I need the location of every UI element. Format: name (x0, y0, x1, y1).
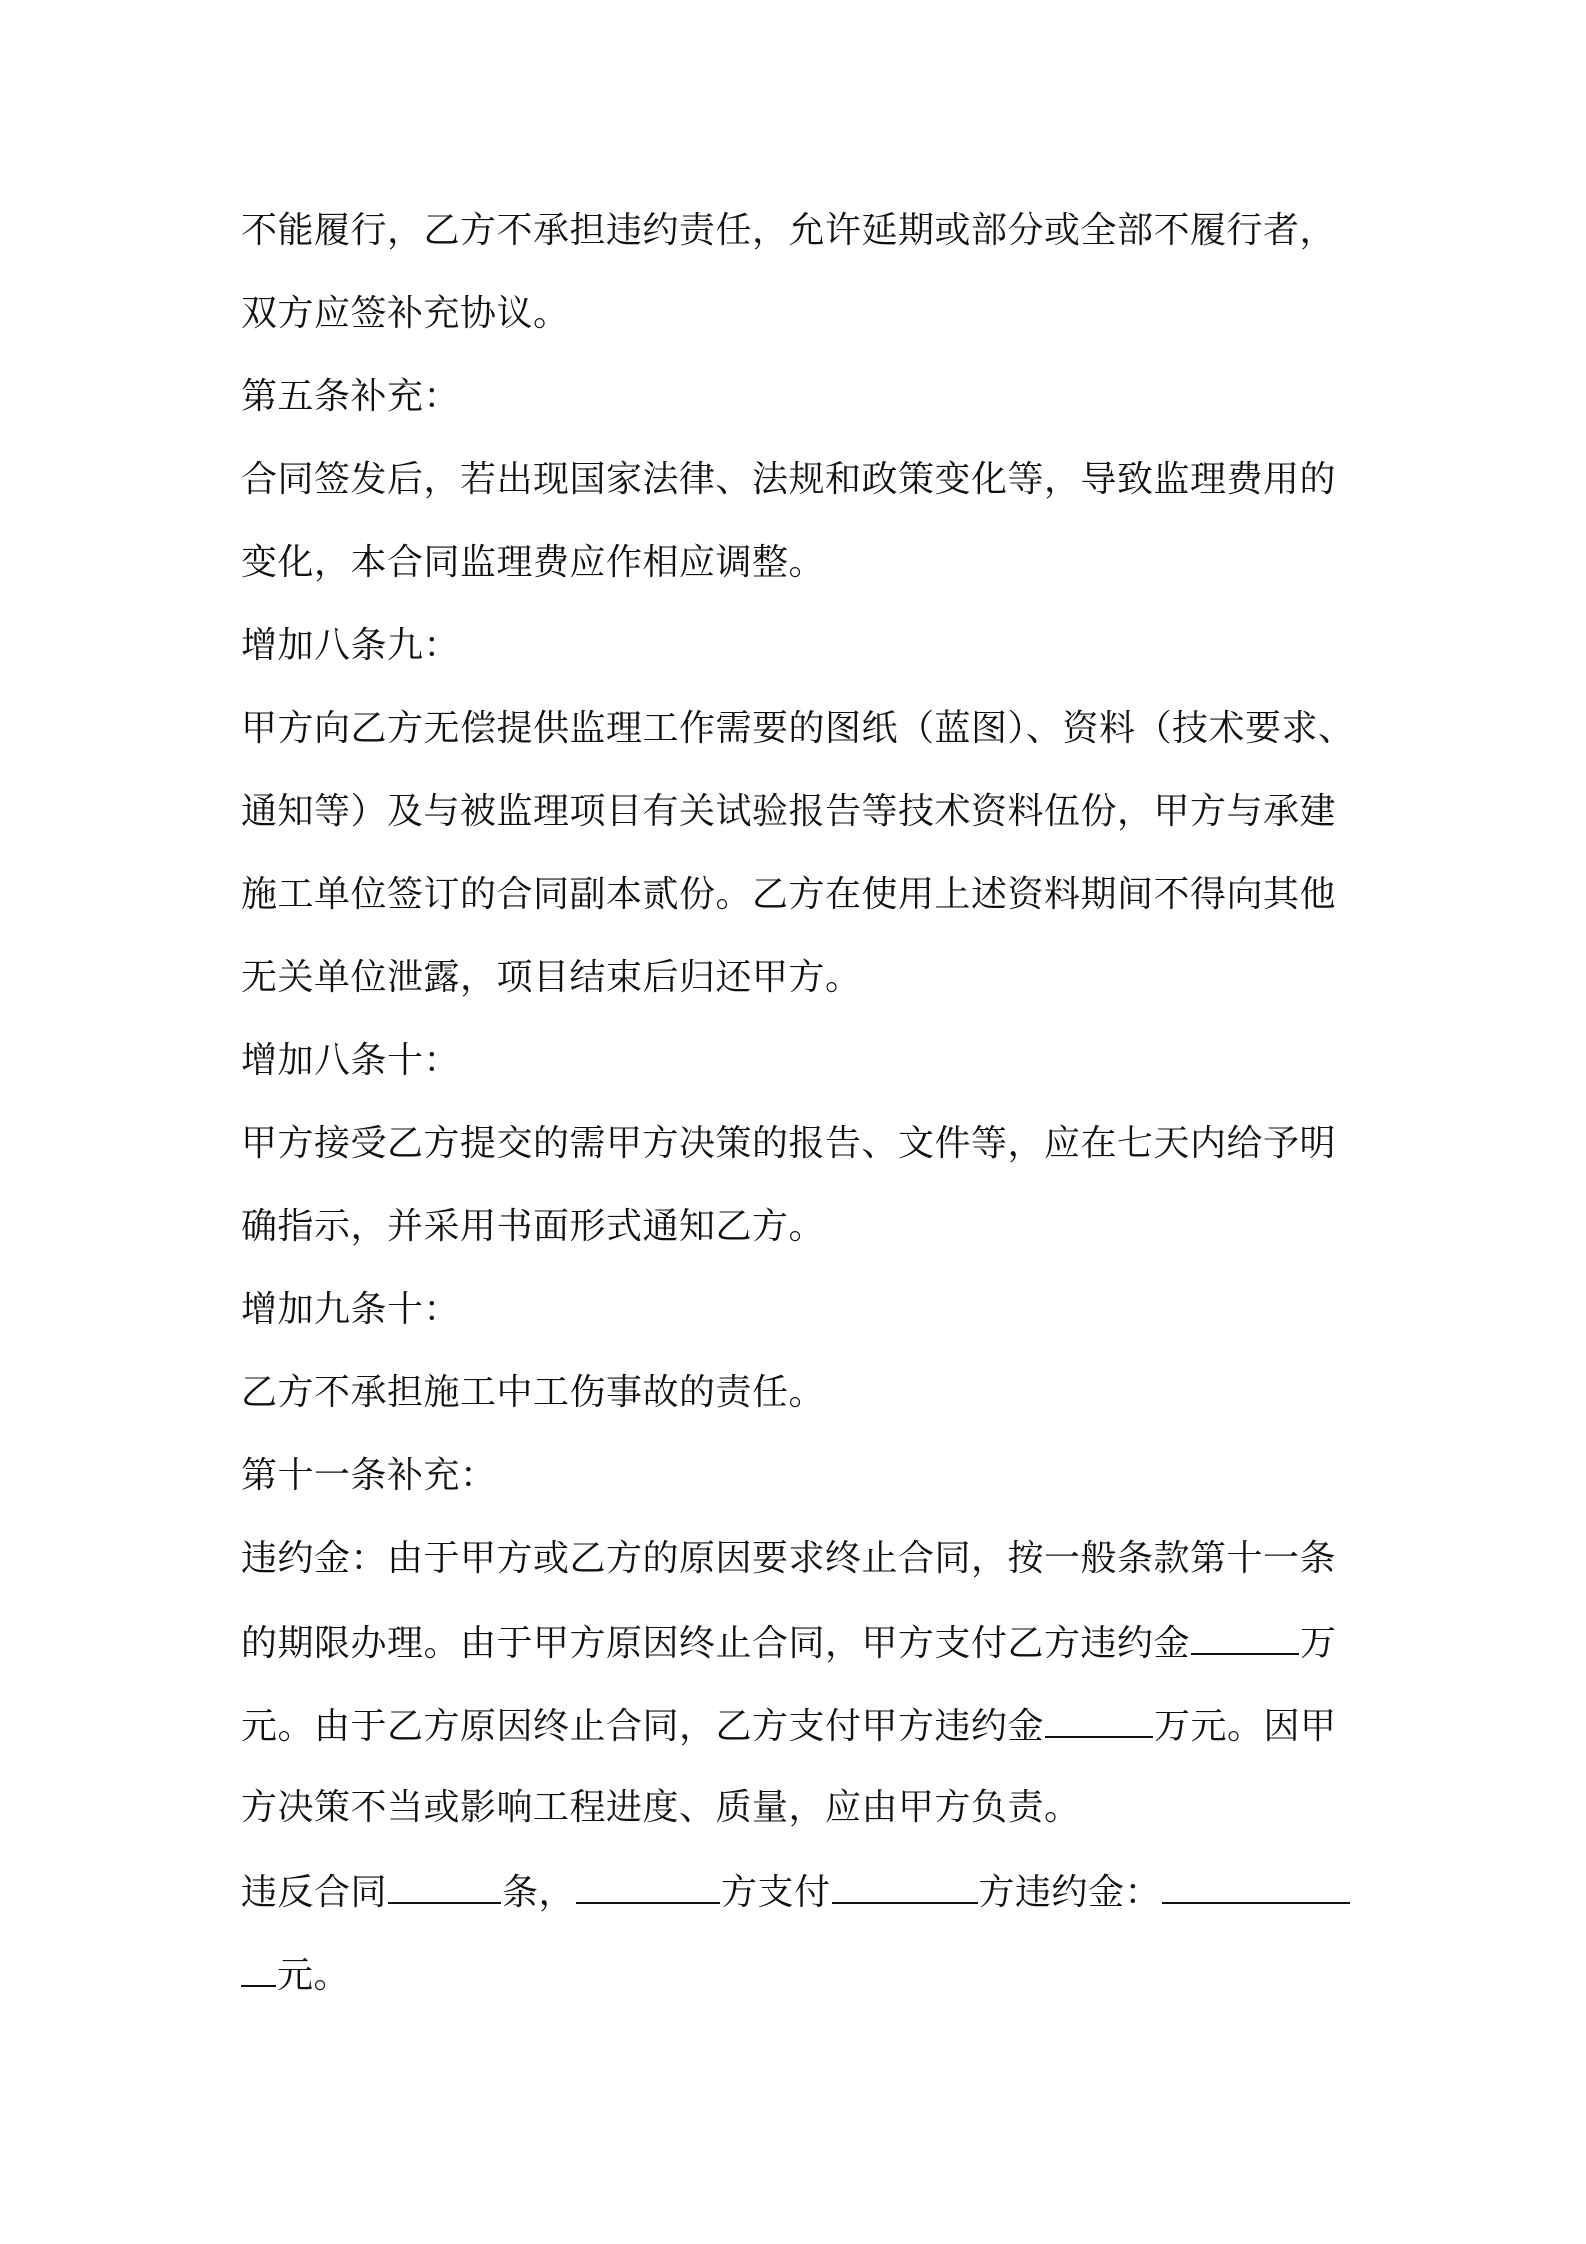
section-heading: 第五条补充： (241, 376, 461, 417)
text-line: 合同签发后，若出现国家法律、法规和政策变化等，导致监理费用的 (241, 459, 1337, 500)
section-heading: 增加九条十： (241, 1289, 461, 1330)
text-line: 通知等）及与被监理项目有关试验报告等技术资料伍份，甲方与承建 (241, 791, 1337, 832)
text-line: 变化，本合同监理费应作相应调整。 (241, 542, 826, 583)
text-segment: 万元。因甲 (1154, 1706, 1337, 1747)
text-line: 双方应签补充协议。 (241, 293, 570, 334)
fill-in-blank-penalty-amount-continued[interactable] (241, 1939, 276, 1987)
fill-in-blank-clause-number[interactable] (388, 1856, 501, 1904)
fill-in-blank-penalty-party-a[interactable] (1191, 1607, 1299, 1655)
section-heading: 第十一条补充： (241, 1455, 497, 1496)
fill-in-blank-receiving-party[interactable] (832, 1856, 978, 1904)
text-segment: 万 (1300, 1623, 1337, 1664)
text-line (241, 1607, 1361, 1690)
fill-in-blank-penalty-party-b[interactable] (1045, 1690, 1153, 1738)
text-line: 乙方不承担施工中工伤事故的责任。 (241, 1372, 826, 1413)
text-line: 方决策不当或影响工程进度、质量，应由甲方负责。 (241, 1787, 1081, 1828)
text-line: 无关单位泄露，项目结束后归还甲方。 (241, 957, 862, 998)
text-line: 甲方接受乙方提交的需甲方决策的报告、文件等，应在七天内给予明 (241, 1123, 1337, 1164)
text-line (241, 1856, 1361, 1939)
text-line: 不能履行，乙方不承担违约责任，允许延期或部分或全部不履行者， (241, 210, 1337, 251)
text-line: 违约金：由于甲方或乙方的原因要求终止合同，按一般条款第十一条 (241, 1538, 1337, 1579)
section-heading: 增加八条十： (241, 1040, 461, 1081)
text-segment: 方违约金： (978, 1872, 1162, 1913)
text-segment: 条， (502, 1872, 576, 1913)
fill-in-blank-paying-party[interactable] (576, 1856, 720, 1904)
document-body (241, 196, 1361, 2022)
section-heading: 增加八条九： (241, 625, 461, 666)
text-segment: 违反合同 (241, 1872, 388, 1913)
text-segment: 方支付 (721, 1872, 831, 1913)
text-line: 甲方向乙方无偿提供监理工作需要的图纸（蓝图）、资料（技术要求、 (241, 708, 1355, 749)
text-segment: 的期限办理。由于甲方原因终止合同，甲方支付乙方违约金 (241, 1623, 1191, 1664)
text-segment: 元。由于乙方原因终止合同，乙方支付甲方违约金 (241, 1706, 1045, 1747)
text-line: 施工单位签订的合同副本贰份。乙方在使用上述资料期间不得向其他 (241, 874, 1337, 915)
fill-in-blank-penalty-amount[interactable] (1162, 1856, 1350, 1904)
text-line (241, 1939, 1361, 2022)
text-segment: 元。 (277, 1955, 351, 1996)
text-line (241, 1690, 1361, 1773)
text-line: 确指示，并采用书面形式通知乙方。 (241, 1206, 826, 1247)
